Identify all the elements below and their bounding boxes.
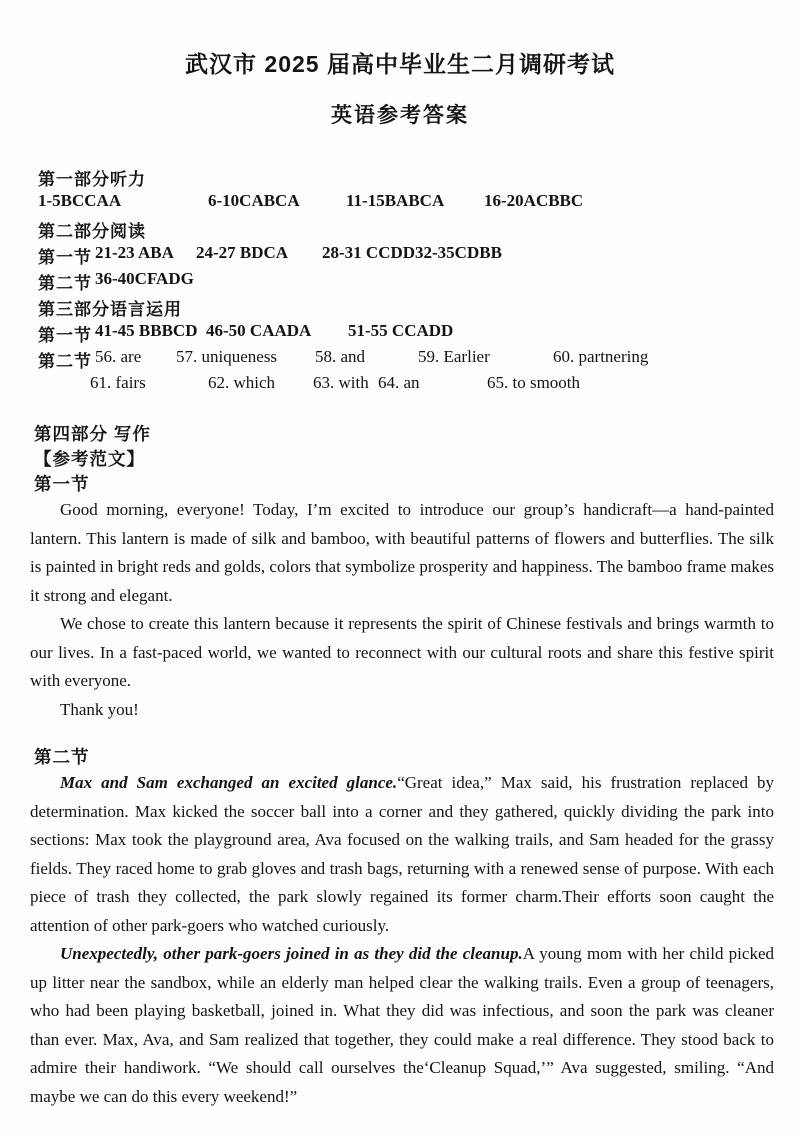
- section2-label: 第二节: [38, 274, 92, 293]
- section1-label: 第一节: [38, 326, 92, 345]
- essay2-paragraph1-body: “Great idea,” Max said, his frustration replaced by determination. Max kicked the soccer ball into a corner and they gathered, quickly dividing the park into sections: Max took the playground area, Ava focused on the walking trails, and Sam headed for the grassy fields. They raced home to grab gloves and trash bags, returning with a renewed sense of purpose. With each piece of trash they collected, the park slowly regained its former charm.Their efforts soon caught the attention of other park-goers who watched curiously.: [30, 773, 774, 935]
- sample-essay-label: 【参考范文】: [34, 449, 145, 469]
- answers-21-23: 21-23 ABA: [95, 243, 174, 262]
- answers-11-15: 11-15BABCA: [346, 191, 445, 210]
- usage-section1-row: [0, 321, 800, 347]
- part1-listening-heading: 第一部分听力: [38, 170, 146, 189]
- answer-61: 61. fairs: [90, 373, 146, 392]
- answer-58: 58. and: [315, 347, 366, 366]
- listening-answer-row: [0, 191, 800, 217]
- reading-section1-row: [0, 243, 800, 269]
- answers-6-10: 6-10CABCA: [208, 191, 300, 210]
- writing-section2-label: 第二节: [34, 747, 90, 767]
- answers-41-45: 41-45 BBBCD: [95, 321, 198, 340]
- essay2-paragraph2-body: A young mom with her child picked up litter near the sandbox, while an elderly man helped clear the walking trails. Even a group of teenagers, who had been playing basketball, joined in. What they did was infectious, and soon the park was cleaner than ever. Max, Ava, and Sam realized that together, they could make a real difference. They stood back to admire their handiwork. “We should call ourselves the‘Cleanup Squad,’” Ava suggested, smiling. “And maybe we can do this every weekend!”: [30, 944, 774, 1106]
- writing-section: [0, 421, 800, 1111]
- essay2-paragraph1: [30, 769, 774, 940]
- part3-usage-heading: 第三部分语言运用: [38, 300, 182, 319]
- usage-section2-row1: [0, 347, 800, 373]
- essay1-paragraph1: Good morning, everyone! Today, I’m excited to introduce our group’s handicraft—a hand-painted lantern. This lantern is made of silk and bamboo, with beautiful patterns of flowers and butterflies. The silk is painted in bright reds and golds, colors that symbolize prosperity and happiness. The bamboo frame makes it strong and elegant.: [30, 500, 774, 605]
- answers-36-40: 36-40CFADG: [95, 269, 194, 288]
- answer-59: 59. Earlier: [418, 347, 490, 366]
- part2-reading-heading: 第二部分阅读: [38, 222, 146, 241]
- answer-63: 63. with: [313, 373, 369, 392]
- answers-46-50: 46-50 CAADA: [206, 321, 312, 340]
- writing-section1-label: 第一节: [34, 474, 90, 494]
- answer-key-section: [0, 165, 800, 399]
- usage-section2-row2: [0, 373, 800, 399]
- answer-65: 65. to smooth: [487, 373, 581, 392]
- exam-title: 武汉市 2025 届高中毕业生二月调研考试: [185, 51, 615, 77]
- essay1-closing: Thank you!: [60, 699, 139, 719]
- answers-28-35: 28-31 CCDD32-35CDBB: [322, 243, 502, 262]
- essay1-paragraph2: We chose to create this lantern because it represents the spirit of Chinese festivals and brings warmth to our lives. In a fast-paced world, we wanted to reconnect with our cultural roots and share this festive spirit with everyone.: [30, 614, 774, 690]
- essay2-paragraph2-lead: Unexpectedly, other park-goers joined in as they did the cleanup.: [60, 944, 523, 963]
- essay2-paragraph1-lead: Max and Sam exchanged an excited glance.: [60, 773, 398, 792]
- section1-label: 第一节: [38, 248, 92, 267]
- answer-62: 62. which: [208, 373, 276, 392]
- answers-24-27: 24-27 BDCA: [196, 243, 289, 262]
- answers-1-5: 1-5BCCAA: [38, 191, 122, 210]
- part4-writing-heading: 第四部分 写作: [34, 424, 151, 444]
- answer-60: 60. partnering: [553, 347, 649, 366]
- answer-57: 57. uniqueness: [176, 347, 278, 366]
- answers-51-55: 51-55 CCADD: [348, 321, 454, 340]
- answer-64: 64. an: [378, 373, 420, 392]
- answers-16-20: 16-20ACBBC: [484, 191, 584, 210]
- reading-section2-row: [0, 269, 800, 295]
- answer-56: 56. are: [95, 347, 142, 366]
- answer-key-title: 英语参考答案: [331, 104, 469, 127]
- section2-label: 第二节: [38, 352, 92, 371]
- essay2-paragraph2: [30, 940, 774, 1111]
